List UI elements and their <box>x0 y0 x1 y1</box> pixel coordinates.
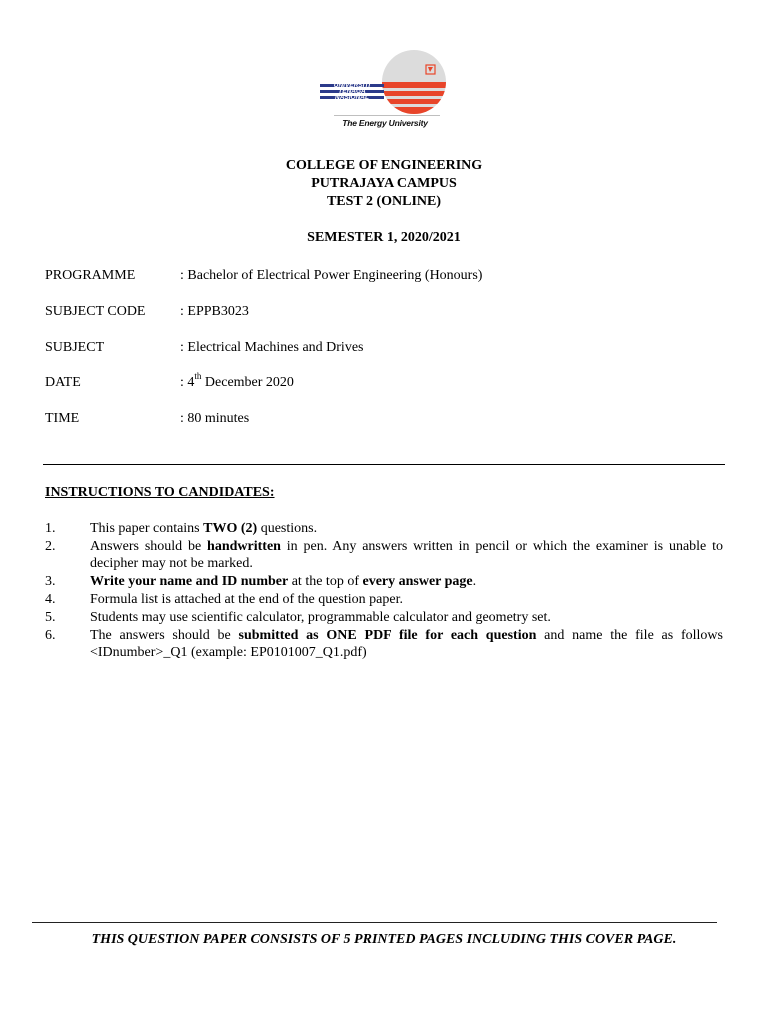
logo-tagline: The Energy University <box>342 118 428 128</box>
instruction-number: 3. <box>45 574 56 589</box>
page-count-notice: THIS QUESTION PAPER CONSISTS OF 5 PRINTED PAGES INCLUDING THIS COVER PAGE. <box>91 932 677 947</box>
subject-value: : Electrical Machines and Drives <box>180 340 364 355</box>
logo-line-3: NASIONAL <box>335 94 369 101</box>
logo-line-2: TENAGA <box>338 88 366 95</box>
instructions-title: INSTRUCTIONS TO CANDIDATES: <box>45 485 275 500</box>
programme-value: : Bachelor of Electrical Power Engineering (Honours) <box>180 268 483 283</box>
time-value: : 80 minutes <box>180 411 250 426</box>
instruction-text: This paper contains TWO (2) questions. <box>90 521 318 536</box>
time-label: TIME <box>45 411 80 426</box>
subject-code-value: : EPPB3023 <box>180 304 249 319</box>
instruction-text: Formula list is attached at the end of the question paper. <box>90 592 403 607</box>
date-suffix: December 2020 <box>201 375 294 390</box>
instruction-number: 4. <box>45 592 56 607</box>
instruction-text: The answers should be submitted as ONE PDF file for each question and name the file as follows <IDnumber>_Q1 (example: EP0101007_Q1.pdf) <box>90 628 723 661</box>
instruction-text: Students may use scientific calculator, programmable calculator and geometry set. <box>90 610 551 625</box>
semester-heading: SEMESTER 1, 2020/2021 <box>307 230 461 245</box>
logo-line-1: UNIVERSITI <box>333 82 371 89</box>
subject-label: SUBJECT <box>45 340 105 355</box>
university-logo <box>318 50 452 134</box>
section-divider <box>43 464 725 465</box>
date-value <box>180 371 294 392</box>
test-heading: TEST 2 (ONLINE) <box>326 194 442 209</box>
college-heading: COLLEGE OF ENGINEERING <box>285 158 483 173</box>
date-superscript: th <box>194 371 202 382</box>
date-label: DATE <box>45 375 81 390</box>
instruction-number: 2. <box>45 539 56 554</box>
footer-divider <box>32 922 717 923</box>
date-prefix: : 4 <box>180 375 195 390</box>
instruction-text: Write your name and ID number at the top of every answer page. <box>90 574 477 589</box>
programme-label: PROGRAMME <box>45 268 136 283</box>
uniten-emblem-icon <box>318 50 452 116</box>
instruction-number: 1. <box>45 521 56 536</box>
instruction-text: Answers should be handwritten in pen. Any answers written in pencil or which the examiner is unable to decipher may not be marked. <box>90 539 723 572</box>
campus-heading: PUTRAJAYA CAMPUS <box>311 176 457 191</box>
subject-code-label: SUBJECT CODE <box>45 304 146 319</box>
instruction-number: 5. <box>45 610 56 625</box>
instruction-number: 6. <box>45 628 56 643</box>
